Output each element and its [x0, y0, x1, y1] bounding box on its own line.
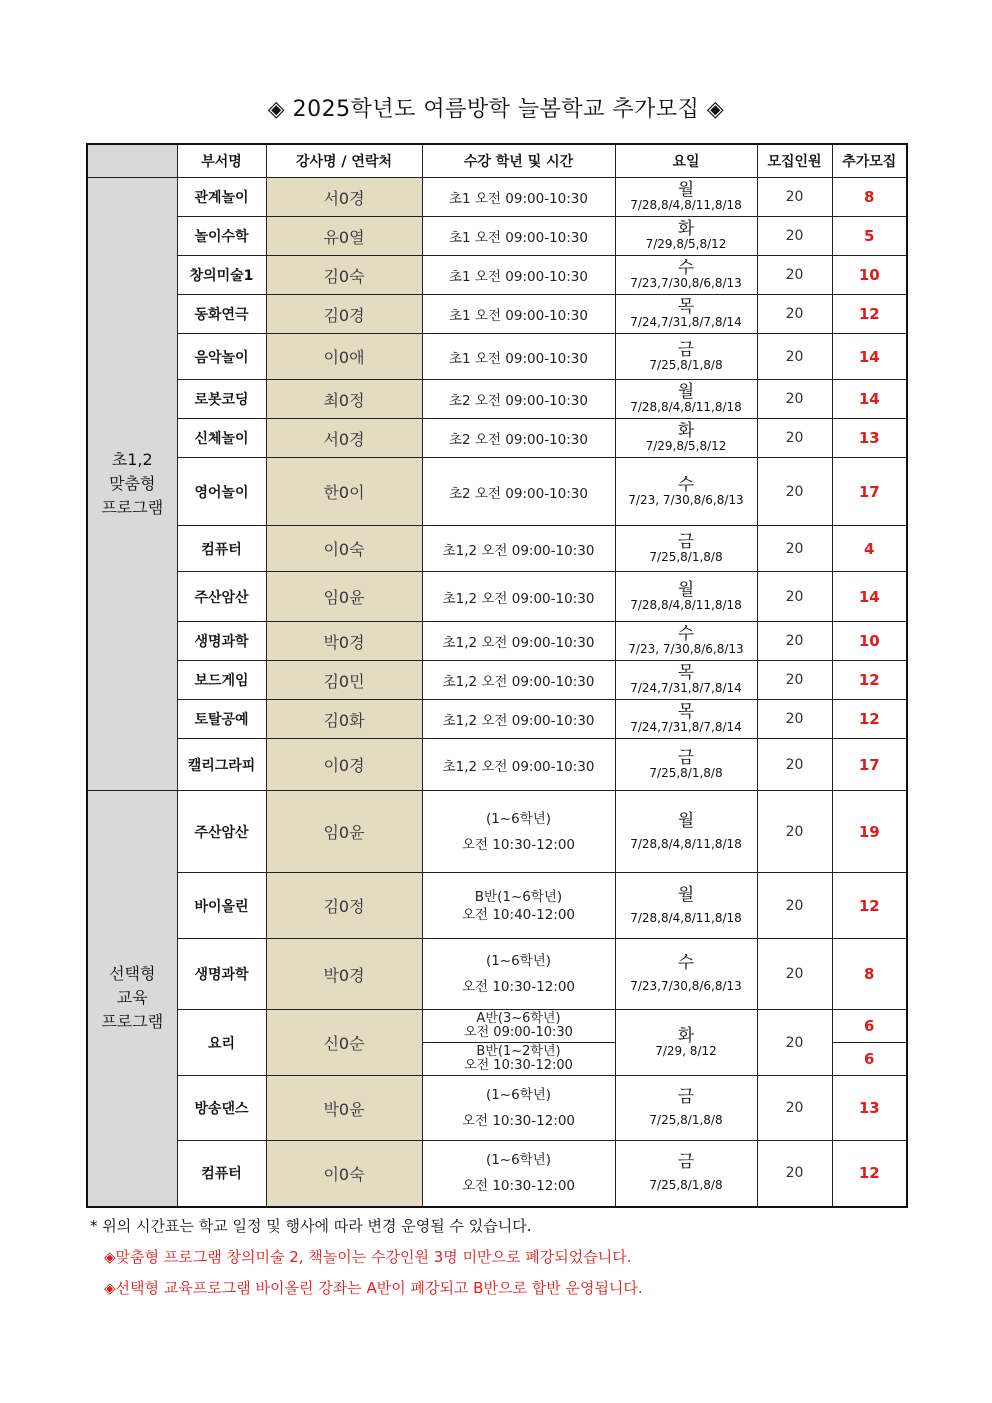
class-time: 초2 오전 09:00-10:30 [422, 380, 615, 419]
day-cell [615, 1141, 757, 1207]
teacher-name: 최0정 [266, 380, 422, 419]
table-row [87, 256, 907, 295]
extra-count: 12 [832, 1141, 907, 1207]
weekday: 금 [677, 339, 695, 360]
teacher-name: 이0숙 [266, 526, 422, 572]
teacher-name: 김0경 [266, 295, 422, 334]
header-dept: 부서명 [177, 144, 266, 178]
extra-count: 13 [832, 419, 907, 458]
extra-count: 14 [832, 572, 907, 622]
table-row [87, 295, 907, 334]
header-extra: 추가모집 [832, 144, 907, 178]
note-general: * 위의 시간표는 학교 일정 및 행사에 따라 변경 운영될 수 있습니다. [90, 1217, 532, 1235]
weekday: 월 [677, 180, 695, 200]
weekday: 화 [677, 421, 695, 441]
teacher-name: 유0열 [266, 217, 422, 256]
table-row [87, 419, 907, 458]
extra-count: 10 [832, 256, 907, 295]
time-hours: 오전 10:30-12:00 [461, 836, 576, 853]
day-cell [615, 572, 757, 622]
table-row [87, 458, 907, 526]
table-row [87, 939, 907, 1010]
day-cell [615, 1076, 757, 1141]
extra-count: 5 [832, 217, 907, 256]
time-grade: A반(3~6학년) [476, 1011, 561, 1026]
day-cell [615, 419, 757, 458]
weekday: 월 [677, 579, 695, 600]
dates: 7/24,7/31,8/7,8/14 [630, 315, 742, 329]
teacher-name: 박0경 [266, 939, 422, 1010]
day-cell [615, 256, 757, 295]
teacher-name: 이0애 [266, 334, 422, 380]
dates: 7/28,8/4,8/11,8/18 [630, 597, 742, 612]
quota: 20 [757, 334, 832, 380]
day-cell [615, 622, 757, 661]
weekday: 금 [677, 1087, 695, 1107]
weekday: 수 [677, 624, 695, 644]
quota: 20 [757, 1076, 832, 1141]
dept-name: 영어놀이 [177, 458, 266, 526]
weekday: 화 [677, 1025, 695, 1046]
weekday: 금 [677, 1152, 695, 1173]
extra-count: 14 [832, 380, 907, 419]
weekday: 금 [677, 747, 695, 768]
weekday: 월 [677, 810, 695, 831]
extra-count: 13 [832, 1076, 907, 1141]
extra-count: 17 [832, 458, 907, 526]
class-time-b [422, 1043, 615, 1076]
dept-name: 로봇코딩 [177, 380, 266, 419]
quota: 20 [757, 791, 832, 873]
day-cell [615, 873, 757, 939]
table-row [87, 178, 907, 217]
teacher-name: 한0이 [266, 458, 422, 526]
extra-count: 4 [832, 526, 907, 572]
time-grade: (1~6학년) [485, 1152, 552, 1169]
weekday: 수 [677, 953, 695, 973]
dept-name: 토탈공예 [177, 700, 266, 739]
class-time [422, 1141, 615, 1207]
dept-name: 생명과학 [177, 939, 266, 1010]
teacher-name: 김0화 [266, 700, 422, 739]
extra-count-a: 6 [832, 1010, 907, 1043]
class-time: 초1,2 오전 09:00-10:30 [422, 661, 615, 700]
dept-name: 바이올린 [177, 873, 266, 939]
extra-count: 19 [832, 791, 907, 873]
header-teacher: 강사명 / 연락처 [266, 144, 422, 178]
class-time: 초1,2 오전 09:00-10:30 [422, 622, 615, 661]
class-time: 초1 오전 09:00-10:30 [422, 217, 615, 256]
day-cell [615, 700, 757, 739]
class-time: 초1,2 오전 09:00-10:30 [422, 572, 615, 622]
extra-count: 12 [832, 661, 907, 700]
table-row [87, 572, 907, 622]
dept-name: 음악놀이 [177, 334, 266, 380]
quota: 20 [757, 739, 832, 791]
dept-name: 컴퓨터 [177, 526, 266, 572]
dept-name: 캘리그라피 [177, 739, 266, 791]
dates: 7/24,7/31,8/7,8/14 [630, 681, 742, 695]
schedule-table [86, 143, 908, 1208]
header-day: 요일 [615, 144, 757, 178]
group-custom-program: 초1,2 맞춤형 프로그램 [87, 178, 177, 791]
table-row [87, 217, 907, 256]
dept-name: 놀이수학 [177, 217, 266, 256]
dept-name: 요리 [177, 1010, 266, 1076]
time-hours: 오전 10:30-12:00 [461, 979, 576, 995]
day-cell [615, 526, 757, 572]
time-hours: 오전 10:30-12:00 [461, 1178, 576, 1195]
time-hours: 오전 10:30-12:00 [461, 1113, 576, 1129]
extra-count: 12 [832, 873, 907, 939]
note-closed-violin: ◈선택형 교육프로그램 바이올린 강좌는 A반이 폐강되고 B반으로 합반 운영됩니다. [104, 1279, 643, 1297]
class-time [422, 873, 615, 939]
teacher-name: 서0경 [266, 178, 422, 217]
table-row [87, 334, 907, 380]
dates: 7/25,8/1,8/8 [649, 765, 723, 780]
time-grade: (1~6학년) [485, 810, 552, 827]
day-cell [615, 380, 757, 419]
dept-name: 창의미술1 [177, 256, 266, 295]
dept-name: 생명과학 [177, 622, 266, 661]
extra-count: 12 [832, 700, 907, 739]
quota: 20 [757, 380, 832, 419]
dept-name: 주산암산 [177, 791, 266, 873]
quota: 20 [757, 256, 832, 295]
dates: 7/23, 7/30,8/6,8/13 [628, 492, 744, 507]
table-row [87, 622, 907, 661]
header-quota: 모집인원 [757, 144, 832, 178]
time-hours: 오전 09:00-10:30 [464, 1025, 573, 1040]
extra-count: 8 [832, 178, 907, 217]
time-hours: 오전 10:30-12:00 [464, 1058, 573, 1073]
weekday: 월 [677, 382, 695, 402]
day-cell [615, 334, 757, 380]
table-row [87, 1076, 907, 1141]
teacher-name: 이0숙 [266, 1141, 422, 1207]
teacher-name: 신0순 [266, 1010, 422, 1076]
table-row [87, 739, 907, 791]
day-cell [615, 1010, 757, 1076]
table-row [87, 526, 907, 572]
table-row [87, 1141, 907, 1207]
quota: 20 [757, 458, 832, 526]
quota: 20 [757, 419, 832, 458]
dates: 7/23, 7/30,8/6,8/13 [628, 642, 744, 656]
quota: 20 [757, 661, 832, 700]
header-corner [87, 144, 177, 178]
class-time: 초1,2 오전 09:00-10:30 [422, 526, 615, 572]
day-cell [615, 791, 757, 873]
class-time: 초1 오전 09:00-10:30 [422, 295, 615, 334]
extra-count: 12 [832, 295, 907, 334]
page-title: ◈ 2025학년도 여름방학 늘봄학교 추가모집 ◈ [267, 97, 725, 122]
class-time [422, 1076, 615, 1141]
table-row [87, 791, 907, 873]
quota: 20 [757, 1010, 832, 1076]
header-time: 수강 학년 및 시간 [422, 144, 615, 178]
quota: 20 [757, 217, 832, 256]
spacer [423, 828, 615, 836]
weekday: 화 [677, 219, 695, 239]
time-grade: (1~6학년) [485, 953, 552, 969]
weekday: 월 [677, 884, 695, 905]
teacher-name: 임0윤 [266, 572, 422, 622]
class-time [422, 791, 615, 873]
teacher-name: 박0윤 [266, 1076, 422, 1141]
dates: 7/28,8/4,8/11,8/18 [630, 836, 742, 851]
weekday: 목 [677, 663, 695, 683]
class-time: 초1,2 오전 09:00-10:30 [422, 739, 615, 791]
quota: 20 [757, 1141, 832, 1207]
weekday: 금 [677, 531, 695, 552]
dept-name: 보드게임 [177, 661, 266, 700]
quota: 20 [757, 178, 832, 217]
table-row [87, 700, 907, 739]
notes [90, 1214, 643, 1307]
dept-name: 컴퓨터 [177, 1141, 266, 1207]
quota: 20 [757, 939, 832, 1010]
table-header-row [87, 144, 907, 178]
quota: 20 [757, 295, 832, 334]
class-time: 초1 오전 09:00-10:30 [422, 256, 615, 295]
extra-count: 10 [832, 622, 907, 661]
extra-count: 14 [832, 334, 907, 380]
dept-name: 신체놀이 [177, 419, 266, 458]
class-time [422, 939, 615, 1010]
dates: 7/23,7/30,8/6,8/13 [630, 979, 742, 993]
table-row [87, 1010, 907, 1043]
dates: 7/25,8/1,8/8 [649, 357, 723, 372]
teacher-name: 김0숙 [266, 256, 422, 295]
class-time: 초2 오전 09:00-10:30 [422, 458, 615, 526]
dept-name: 방송댄스 [177, 1076, 266, 1141]
spacer [423, 970, 615, 978]
time-grade: (1~6학년) [485, 1087, 552, 1103]
teacher-name: 김0정 [266, 873, 422, 939]
time-hours: 오전 10:40-12:00 [461, 906, 576, 923]
dates: 7/25,8/1,8/8 [649, 549, 723, 564]
dept-name: 주산암산 [177, 572, 266, 622]
dept-name: 동화연극 [177, 295, 266, 334]
quota: 20 [757, 873, 832, 939]
time-grade: B반(1~2학년) [476, 1044, 561, 1059]
class-time: 초1 오전 09:00-10:30 [422, 178, 615, 217]
extra-count: 8 [832, 939, 907, 1010]
note-closed-custom: ◈맞춤형 프로그램 창의미술 2, 책놀이는 수강인원 3명 미만으로 폐강되었습니다. [104, 1248, 632, 1266]
teacher-name: 박0경 [266, 622, 422, 661]
weekday: 목 [677, 702, 695, 722]
dates: 7/29, 8/12 [655, 1043, 717, 1058]
day-cell [615, 661, 757, 700]
class-time: 초2 오전 09:00-10:30 [422, 419, 615, 458]
day-cell [615, 178, 757, 217]
day-cell [615, 739, 757, 791]
quota: 20 [757, 572, 832, 622]
table-row [87, 380, 907, 419]
dates: 7/29,8/5,8/12 [645, 439, 727, 453]
teacher-name: 이0경 [266, 739, 422, 791]
table-row [87, 661, 907, 700]
group-elective-program: 선택형 교육 프로그램 [87, 791, 177, 1207]
day-cell [615, 217, 757, 256]
teacher-name: 서0경 [266, 419, 422, 458]
teacher-name: 임0윤 [266, 791, 422, 873]
spacer [423, 1169, 615, 1177]
weekday: 수 [677, 258, 695, 278]
day-cell [615, 939, 757, 1010]
quota: 20 [757, 700, 832, 739]
dates: 7/28,8/4,8/11,8/18 [630, 400, 742, 414]
dates: 7/23,7/30,8/6,8/13 [630, 276, 742, 290]
dates: 7/25,8/1,8/8 [649, 1178, 723, 1193]
dept-name: 관계놀이 [177, 178, 266, 217]
table-row [87, 873, 907, 939]
extra-count: 17 [832, 739, 907, 791]
day-cell [615, 295, 757, 334]
day-cell [615, 458, 757, 526]
weekday: 수 [677, 474, 695, 495]
weekday: 목 [677, 297, 695, 317]
dates: 7/29,8/5,8/12 [645, 237, 727, 251]
spacer [423, 1104, 615, 1112]
dates: 7/25,8/1,8/8 [649, 1113, 723, 1127]
quota: 20 [757, 526, 832, 572]
extra-count-b: 6 [832, 1043, 907, 1076]
dates: 7/28,8/4,8/11,8/18 [630, 910, 742, 925]
class-time: 초1,2 오전 09:00-10:30 [422, 700, 615, 739]
teacher-name: 김0민 [266, 661, 422, 700]
quota: 20 [757, 622, 832, 661]
time-grade: B반(1~6학년) [474, 888, 563, 905]
dates: 7/28,8/4,8/11,8/18 [630, 198, 742, 212]
class-time-a [422, 1010, 615, 1043]
class-time: 초1 오전 09:00-10:30 [422, 334, 615, 380]
dates: 7/24,7/31,8/7,8/14 [630, 720, 742, 734]
